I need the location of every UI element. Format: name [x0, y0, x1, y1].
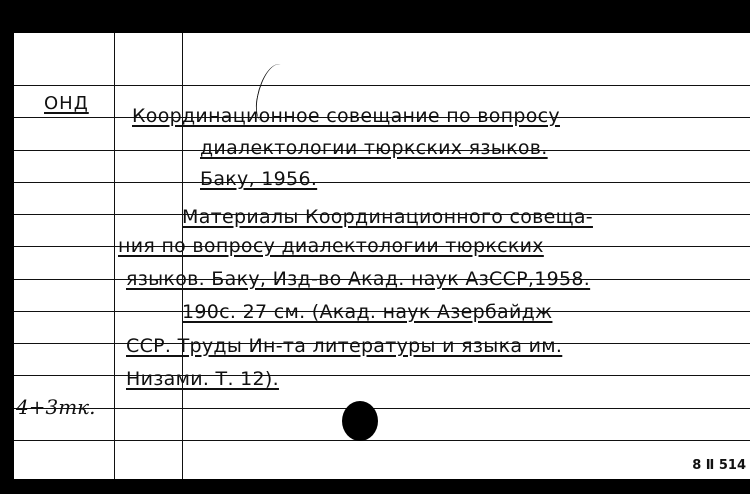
heading-line-2: диалектологии тюркских языков. [200, 137, 548, 159]
ruled-line [14, 85, 750, 86]
series-line-2: Низами. Т. 12). [126, 368, 279, 390]
heading-line-1: Координационное совещание по вопросу [132, 105, 560, 127]
series-line-1: ССР. Труды Ин-та литературы и языка им. [126, 335, 563, 357]
punch-hole [342, 401, 378, 441]
title-line-1: Материалы Координационного совеща- [182, 206, 593, 228]
collation-line: 190с. 27 см. (Акад. наук Азербайдж [182, 301, 553, 323]
ruled-line [14, 408, 750, 409]
catalog-card [14, 33, 750, 479]
ruled-line [14, 182, 750, 183]
inventory-stamp: 8 Ⅱ 514 [692, 458, 746, 473]
call-number: ОНД [44, 93, 89, 114]
imprint-line: языков. Баку, Изд-во Акад. наук АзССР,1958. [126, 268, 591, 290]
handwritten-note: 4+3тк. [16, 395, 96, 419]
margin-line [114, 33, 115, 479]
ruled-line [14, 375, 750, 376]
ruled-line [14, 440, 750, 441]
title-line-2: ния по вопросу диалектологии тюркских [118, 235, 544, 257]
heading-line-3: Баку, 1956. [200, 168, 318, 190]
